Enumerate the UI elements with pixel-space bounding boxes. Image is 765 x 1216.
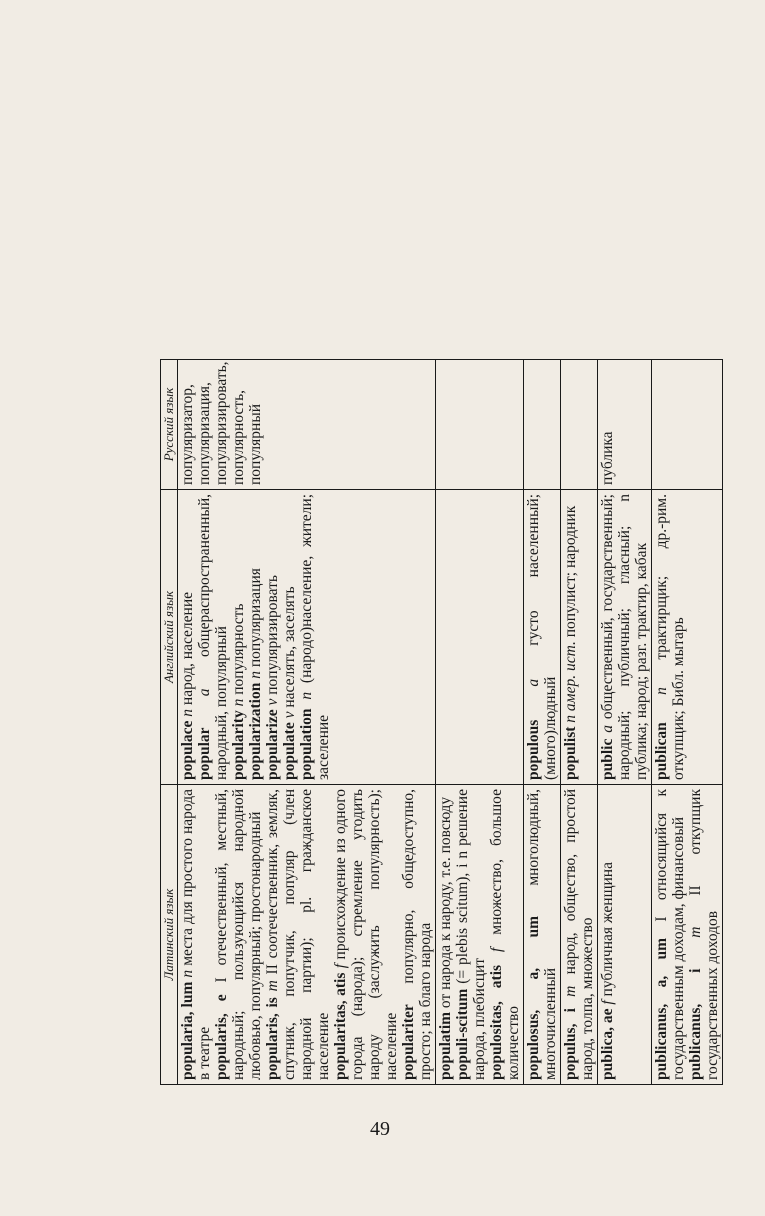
entry-headword: popularis, e xyxy=(213,982,230,1080)
entry-definition: популярность xyxy=(230,603,247,695)
entry-definition: публичная женщина xyxy=(599,862,616,997)
entry-headword: popularia, lum xyxy=(179,977,196,1080)
entry-grammar: n xyxy=(179,705,196,717)
column-header-english: Английский язык xyxy=(161,490,178,785)
entry-grammar: n xyxy=(247,667,264,679)
entry-grammar: n xyxy=(230,694,247,707)
page-number: 49 xyxy=(370,1118,390,1140)
entry-definition: популярно, общедоступно, просто; на благо народа xyxy=(400,789,434,1080)
table-row xyxy=(524,360,561,1085)
entry-headword: populous xyxy=(525,686,542,780)
russian-cell: публика xyxy=(598,360,652,490)
entry-headword: populace xyxy=(179,716,196,780)
dictionary-entry xyxy=(332,789,400,1080)
dictionary-entry xyxy=(454,789,488,1080)
entry-definition: множество, большое количество xyxy=(488,788,522,1080)
entry-definition: происхождение из одного города (народа); стремление угодить народу (заслужить популярность); население xyxy=(332,789,400,1080)
entry-headword: populus, i xyxy=(562,996,579,1080)
entry-headword: populist xyxy=(562,722,579,780)
entry-headword: populosus, a, um xyxy=(525,885,542,1080)
dictionary-entry xyxy=(562,494,579,780)
entry-grammar: f xyxy=(599,996,616,1005)
latin-cell xyxy=(652,785,723,1085)
entry-headword: populi-scitum xyxy=(454,983,471,1080)
dictionary-entry xyxy=(179,494,196,780)
dictionary-entry xyxy=(179,789,213,1080)
dictionary-entry xyxy=(488,789,522,1080)
russian-cell xyxy=(524,360,561,490)
dictionary-entry xyxy=(298,494,332,780)
dictionary-entry xyxy=(400,789,434,1080)
english-cell xyxy=(652,490,723,785)
russian-cell: популяризатор, популяризация, популяризировать, популярность, популярный xyxy=(178,360,436,490)
dictionary-entry xyxy=(525,494,559,780)
entry-headword: popular xyxy=(196,696,213,780)
entry-grammar: f xyxy=(488,934,505,952)
dictionary-entry xyxy=(230,494,247,780)
entry-definition: популист; народник xyxy=(562,505,579,638)
english-cell xyxy=(524,490,561,785)
entry-definition: народ, общество, простой народ, толпа, множество xyxy=(562,789,596,1080)
entry-headword: publica, ae xyxy=(599,1004,616,1080)
entry-definition: II откупщик государственных доходов xyxy=(687,789,721,1080)
header-block xyxy=(160,145,680,355)
entry-definition: (народо)население, жители; заселение xyxy=(298,493,332,780)
entry-headword: popularity xyxy=(230,706,247,780)
dictionary-entry xyxy=(264,789,332,1080)
table-header-row xyxy=(161,360,178,1085)
entry-headword: popularis, is xyxy=(264,991,281,1080)
russian-cell xyxy=(561,360,598,490)
entry-headword: populatim xyxy=(437,1008,454,1080)
entry-grammar: f xyxy=(332,959,349,969)
entry-headword: public xyxy=(599,732,616,780)
entry-grammar: a xyxy=(525,645,542,687)
entry-definition: II соотечественник, земляк, спутник, попутчик, популяр (член народной партии); pl. гражданское население xyxy=(264,789,332,1080)
table-row xyxy=(652,360,723,1085)
entry-headword: popularization xyxy=(247,678,264,780)
entry-definition: популяризация xyxy=(247,568,264,668)
dictionary-entry xyxy=(687,789,721,1080)
dictionary-entry xyxy=(525,789,559,1080)
dictionary-table xyxy=(160,359,723,1085)
latin-cell xyxy=(178,785,436,1085)
rotated-page xyxy=(160,60,721,1085)
column-header-latin: Латинский язык xyxy=(161,785,178,1085)
entry-definition: I отечественный, местный, народный; пользующийся народной любовью, популярный; простонародный xyxy=(213,789,264,1080)
entry-definition: популяризировать xyxy=(264,575,281,695)
table-row xyxy=(178,360,436,1085)
russian-cell xyxy=(652,360,723,490)
entry-headword: popularize xyxy=(264,705,281,780)
table-row xyxy=(436,360,524,1085)
entry-definition: общераспространенный, народный, популярный xyxy=(196,494,230,780)
entry-headword: population xyxy=(298,699,315,780)
english-cell xyxy=(598,490,652,785)
russian-cell xyxy=(436,360,524,490)
entry-headword: publicanus, i xyxy=(687,937,704,1080)
entry-definition: места для простого народа в театре xyxy=(179,789,213,1080)
english-cell xyxy=(436,490,524,785)
latin-cell xyxy=(524,785,561,1085)
latin-cell xyxy=(561,785,598,1085)
table-row xyxy=(561,360,598,1085)
entry-definition: от народа к народу, т.е. повсюду xyxy=(437,796,454,1009)
entry-grammar: n xyxy=(179,965,196,978)
entry-headword: popularitas, atis xyxy=(332,968,349,1080)
dictionary-entry xyxy=(653,789,687,1080)
entry-definition: густо населенный; (много)людный xyxy=(525,493,559,780)
entry-definition: (= plebis scitum), i n решение народа, плебисцит xyxy=(454,789,488,1080)
entry-definition: I относящийся к государственным доходам, финансовый xyxy=(653,789,687,1080)
column-header-russian: Русский язык xyxy=(161,360,178,490)
dictionary-entry xyxy=(599,789,616,1080)
entry-grammar: a xyxy=(599,719,616,733)
entry-headword: publicanus, a, um xyxy=(653,921,670,1080)
entry-definition: многолюдный, многочисленный xyxy=(525,789,559,1080)
entry-definition: народ, население xyxy=(179,591,196,706)
dictionary-entry xyxy=(562,789,596,1080)
entry-grammar: n xyxy=(653,659,670,695)
dictionary-entry xyxy=(247,494,264,780)
entry-grammar: m xyxy=(264,974,281,992)
entry-grammar: m xyxy=(562,974,579,997)
entry-grammar: v xyxy=(281,707,298,719)
english-cell xyxy=(561,490,598,785)
latin-cell xyxy=(436,785,524,1085)
dictionary-entry xyxy=(437,789,454,1080)
entry-headword: populositas, atis xyxy=(488,951,505,1080)
dictionary-entry xyxy=(213,789,264,1080)
entry-grammar: n xyxy=(298,683,315,700)
entry-definition: общественный, государственный; народный; публичный; гласный; n публика; народ; разг. трактир, кабак xyxy=(599,494,650,780)
table-row xyxy=(598,360,652,1085)
dictionary-entry xyxy=(599,494,650,780)
latin-cell xyxy=(598,785,652,1085)
entry-grammar: a xyxy=(196,656,213,697)
entry-headword: publican xyxy=(653,694,670,780)
entry-headword: populariter xyxy=(400,983,417,1080)
entry-grammar: v xyxy=(264,694,281,706)
dictionary-entry xyxy=(653,494,687,780)
dictionary-entry xyxy=(264,494,281,780)
entry-definition: населять, заселять xyxy=(281,586,298,708)
entry-grammar: m xyxy=(687,895,704,938)
entry-grammar: n амер. ист. xyxy=(562,637,579,723)
entry-definition: трактирщик; др.-рим. откупщик; Библ. мытарь xyxy=(653,494,687,780)
entry-headword: populate xyxy=(281,718,298,780)
english-cell xyxy=(178,490,436,785)
dictionary-entry xyxy=(281,494,298,780)
dictionary-entry xyxy=(196,494,230,780)
